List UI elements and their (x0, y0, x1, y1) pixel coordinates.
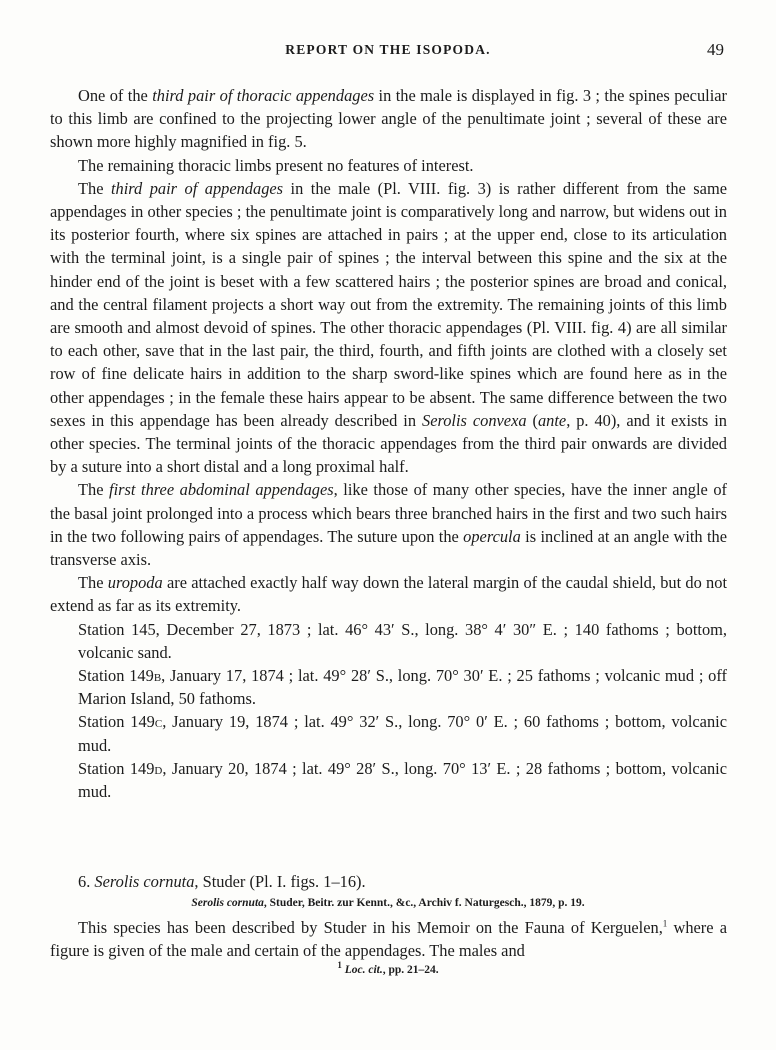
species-description (50, 916, 727, 962)
footnote: $^1$ Loc. cit., pp. 21–24. (337, 960, 439, 976)
station-entry: Station 149b, January 17, 1874 ; lat. 49° 28′ S., long. 70° 30′ E. ; 25 fathoms ; volcanic mud ; off Marion Island, 50 fathoms. (78, 666, 727, 709)
paragraph-species-intro: This species has been described by Studer in his Memoir on the Fauna of Kerguelen,$^1$ where a figure is given of the male and certain of the appendages. The males and (50, 918, 727, 961)
station-entry: Station 149c, January 19, 1874 ; lat. 49° 32′ S., long. 70° 0′ E. ; 60 fathoms ; bottom, volcanic mud. (78, 712, 727, 755)
running-title: REPORT ON THE ISOPODA. (285, 42, 491, 57)
paragraph-third-pair-thoracic: One of the third pair of thoracic appendages in the male is displayed in fig. 3 ; the spines peculiar to this limb are confined to the projecting lower angle of the penultimate joint ; several of these are shown more highly magnified in fig. 5. (50, 86, 727, 152)
paragraph-uropoda: The uropoda are attached exactly half way down the lateral margin of the caudal shield, but do not extend as far as its extremity. (50, 573, 727, 616)
page-number: 49 (707, 40, 724, 59)
paragraph-abdominal-appendages: The first three abdominal appendages, like those of many other species, have the inner angle of the basal joint prolonged into a process which bears three branched hairs in the first and two such hairs in the two following pairs of appendages. The suture upon the opercula is inclined at an angle with the transverse axis. (50, 480, 728, 570)
page-header (0, 42, 776, 64)
body-text (50, 84, 727, 803)
species-citation: Serolis cornuta, Studer, Beitr. zur Kennt., &c., Archiv f. Naturgesch., 1879, p. 19. (191, 897, 585, 909)
paragraph-third-pair-appendages: The third pair of appendages in the male (Pl. VIII. fig. 3) is rather different from the same appendages in other species ; the penultimate joint is comparatively long and narrow, but widens out in its posterior fourth, where six spines are attached in pairs ; at the upper end, close to its articulation with the terminal joint, is a single pair of spines ; the interval between this spine and the six at the hinder end of the joint is beset with a few scattered hairs ; the posterior spines are broad and conical, and the central filament projects a short way out from the extremity. The remaining joints of this limb are smooth and almost devoid of spines. The other thoracic appendages (Pl. VIII. fig. 4) are all similar to each other, save that in the last pair, the third, fourth, and fifth joints are clothed with a closely set row of fine delicate hairs in addition to the sharp sword-like spines which are found here as in the other appendages ; in the female these hairs appear to be absent. The same difference between the two sexes in this appendage has been already described in Serolis convexa (ante, p. 40), and it exists in other species. The terminal joints of the thoracic appendages from the third pair onwards are divided by a suture into a short distal and a long proximal half. (50, 178, 727, 477)
footnote-reference: 1 (662, 918, 668, 929)
paragraph-remaining-limbs: The remaining thoracic limbs present no features of interest. (78, 155, 474, 175)
species-heading: 6. Serolis cornuta, Studer (Pl. I. figs. 1–16). (78, 872, 366, 891)
station-entry: Station 145, December 27, 1873 ; lat. 46° 43′ S., long. 38° 4′ 30″ E. ; 140 fathoms ; bottom, volcanic sand. (78, 619, 727, 662)
station-entry: Station 149d, January 20, 1874 ; lat. 49° 28′ S., long. 70° 13′ E. ; 28 fathoms ; bottom, volcanic mud. (78, 758, 728, 802)
